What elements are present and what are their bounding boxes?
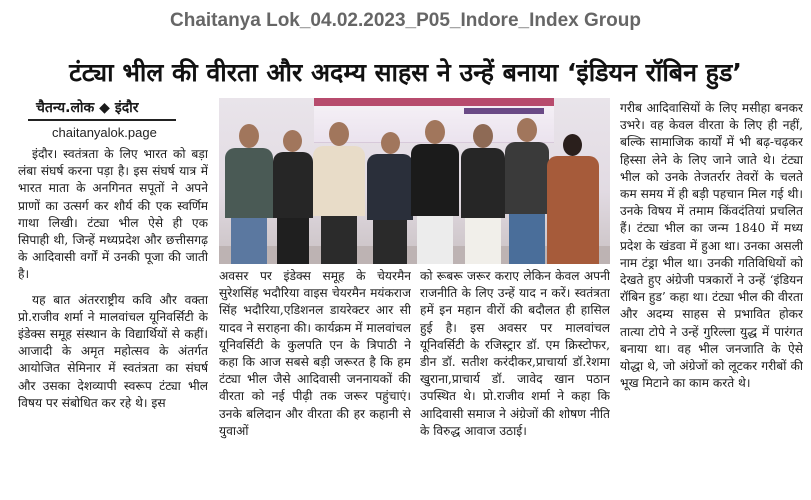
article-column-4 [620, 100, 803, 498]
person-figure [311, 122, 367, 264]
column-2-text: अवसर पर इंडेक्स समूह के चेयरमैन सुरेशसिंह भदौरिया वाइस चेयरमैन मयंकराज सिंह भदौरिया,एडिशनल डायरेक्टर आर सी यादव ने सराहना की। कार्यक्रम में मालवांचल यूनिवर्सिटी के कुलपति एन के त्रिपाठी ने कहा कि आज सबसे बड़ी जरूरत है कि हम टंट्या भील जैसे आदिवासी जननायकों की वीरता को नई पीढ़ी तक जरूर पहुंचाएं। उनके बलिदान और वीरता की हर कहानी से युवाओं [219, 269, 411, 438]
column-1-paragraph-2: यह बात अंतरराष्ट्रीय कवि और वक्ता प्रो.राजीव शर्मा ने मालवांचल यूनिवर्सिटी के इंडेक्स समूह संस्थान के विद्यार्थियों से कहीं। आजादी के अमृत महोत्सव के अंतर्गत आयोजित सेमिनार में स्वतंत्रता का संघर्ष और उसका देशव्यापी स्वरूप टंट्या भील विषय पर संबोधित कर रहे थे। इस [18, 292, 208, 410]
article-headline: टंट्या भील की वीरता और अदम्य साहस ने उन्हें बनाया ‘इंडियन रॉबिन हुड’ [69, 58, 742, 87]
person-figure [459, 124, 507, 264]
masthead-rule [28, 119, 176, 121]
clipping-header: Chaitanya Lok_04.02.2023_P05_Indore_Index Group [170, 10, 641, 31]
person-figure [545, 134, 601, 264]
column-4-text: गरीब आदिवासियों के लिए मसीहा बनकर उभरे। वह केवल वीरता के लिए ही नहीं, बल्कि सामाजिक कार्यों में भी बढ़-चढ़कर हिस्सा लेने के लिए जाने जाते थे। टंट्या भील को उनके तेजतर्रार तेवरों के चलते कम समय में ही बड़ी पहचान मिल गई थी। उनके विषय में तमाम किंवदंतियां प्रचलित हैं। टंट्या भील का जन्म 1840 में मध्य प्रदेश के खंडवा में हुआ था। उनका असली नाम टंड्रा भील था। उनकी गतिविधियों को देखते हुए अंग्रेजी पत्रकारों ने उन्हें ‘इंडियन रॉबिन हुड’ कहा था। टंट्या भील की वीरता और अदम्य साहस से प्रभावित होकर तात्या टोपे ने उन्हें गुरिल्ला युद्ध में पारंगत बनाया था। वह भील जनजाति के ऐसे योद्धा थे, जो अंग्रेजों को लूटकर गरीबों की भूख मिटाने का काम करते थे। [620, 101, 803, 391]
article-column-3 [420, 268, 610, 500]
column-3-text: को रूबरू जरूर कराए लेकिन केवल अपनी राजनीति के लिए उन्हें याद न करें। स्वतंत्रता हमें इन महान वीरों की बदौलत ही हासिल हुई है। इस अवसर पर मालवांचल यूनिवर्सिटी के रजिस्ट्रार डॉ. एम क्रिस्टोफर, डीन डॉ. सतीश करंदीकर,प्राचार्या डॉ.रेशमा खुराना,प्राचार्य डॉ. जावेद खान पठान उपस्थित थे। प्रो.राजीव शर्मा ने कहा कि आदिवासी समाज ने अंग्रेजों की शोषण नीति के विरुद्ध आवाज उठाई। [420, 269, 610, 438]
person-figure [409, 120, 461, 264]
masthead-url: chaitanyalok.page [52, 125, 157, 140]
event-photo [219, 98, 610, 264]
column-1-paragraph-1: इंदौर। स्वतंत्रता के लिए भारत को बड़ा लंबा संघर्ष करना पड़ा है। इस संघर्ष यात्र में भारत माता के अनगिनत सपूतों ने अपने प्राणों का उत्सर्ग कर शौर्य की एक स्वर्णिम गाथा लिखी। टंट्या भील ऐसे ही एक सिपाही थी, जिन्हें मध्यप्रदेश और छत्तीसगढ़ के आदिवासी वर्गों में उनकी पूजा की जाती है। [18, 147, 208, 282]
person-figure [271, 130, 315, 264]
masthead-title: चैतन्य.लोक ◆ इंदौर [36, 100, 139, 116]
article-column-1 [18, 146, 208, 498]
masthead [14, 98, 214, 144]
article-column-2 [219, 268, 411, 500]
person-figure [503, 118, 551, 264]
person-figure [223, 124, 275, 264]
person-figure [365, 132, 415, 264]
